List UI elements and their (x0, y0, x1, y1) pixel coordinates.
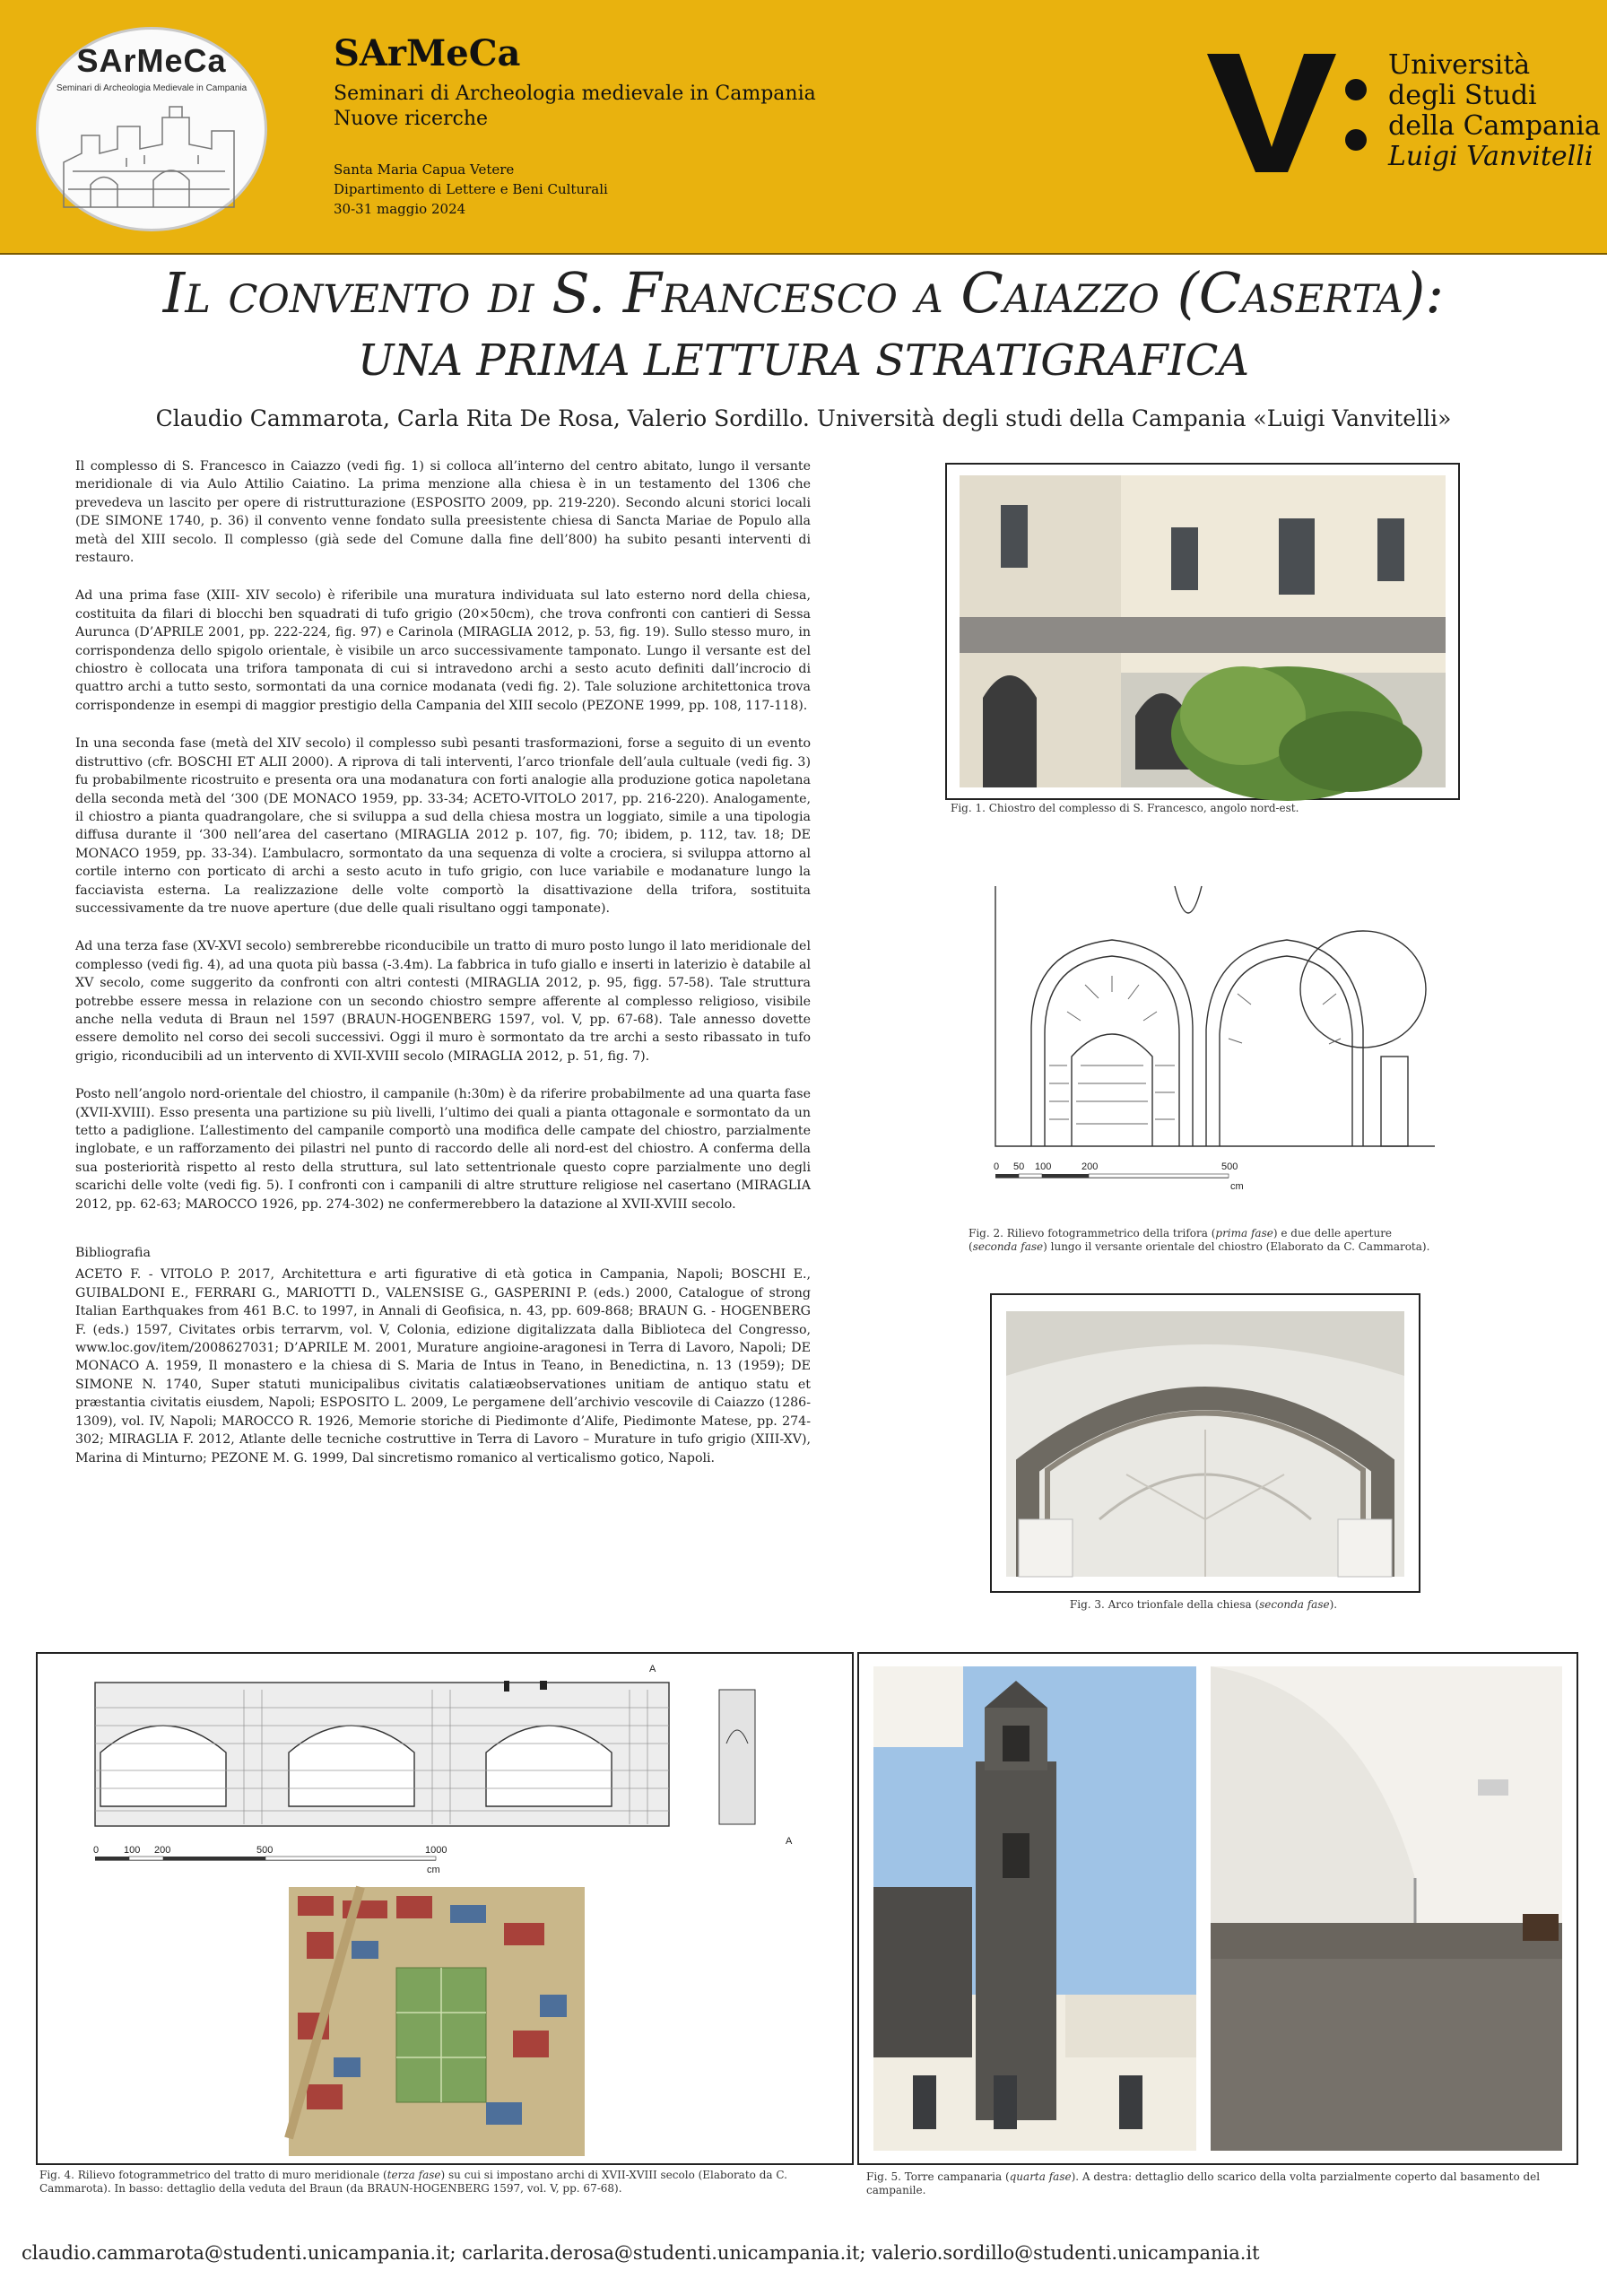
university-name-line4: Luigi Vanvitelli (1388, 141, 1594, 172)
paragraph-phase-1: Ad una prima fase (XIII- XIV secolo) è riferibile una muratura individuata sul lato esterno nord della chiesa, costituita da filari di blocchi ben squadrati di tufo grigio (20×50cm), che trova confronti con cantieri di Sessa Aurunca (D’APRILE 2001, pp. 222-224, fig. 97) e Carinola (MIRAGLIA 2012, p. 53, fig. 19). Sullo stesso muro, in corrispondenza dello spigolo orientale, è visibile un arco successivamente tamponato. Lungo il versante est del chiostro è collocata una trifora tamponata di cui si intravedono archi a sesto acuto definiti dall’incrocio di quattro archi a tutto sesto, sormontati da una cornice modanata (vedi fig. 2). Tale soluzione architettonica trova corrispondenze in esempi di maggior prestigio della Campania del XIII secolo (PEZONE 1999, pp. 108, 117-118). (75, 588, 811, 713)
fig2-scale-tick-100: 100 (1035, 1161, 1052, 1172)
fig5-caption-part: ). A destra: dettaglio dello scarico della volta parzialmente coperto dal basamento del campanile. (866, 2170, 1541, 2196)
authors-line: Claudio Cammarota, Carla Rita De Rosa, Valerio Sordillo. Università degli studi della Campania «Luigi Vanvitelli» (155, 405, 1452, 431)
logo-subtitle: Seminari di Archeologia Medievale in Campania (56, 83, 248, 93)
fig2-caption-part: ) e due delle aperture ( (969, 1227, 1393, 1253)
poster-subtitle: UNA PRIMA LETTURA STRATIGRAFICA (357, 335, 1250, 386)
fig4-wall-drawing-and-map (38, 1654, 852, 2163)
fig2-trifora-drawing (995, 886, 1435, 1200)
fig4-scale-unit: cm (427, 1865, 440, 1875)
university-name-line3: della Campania (1388, 110, 1601, 142)
venue-city: Santa Maria Capua Vetere (334, 161, 515, 178)
university-name-line2: degli Studi (1388, 80, 1537, 111)
sarmeca-logo (36, 27, 267, 231)
paragraph-intro: Il complesso di S. Francesco in Caiazzo (vedi fig. 1) si colloca all’interno del centro abitato, lungo il versante meridionale di via Aulo Attilio Caiatino. La prima menzione alla chiesa è in un testamento del 1306 che prevedeva un lascito per opere di ristrutturazione (ESPOSITO 2009, pp. 219-220). Secondo alcuni storici locali (DE SIMONE 1740, p. 36) il convento venne fondato sulla preesistente chiesa di Sancta Mariae de Populo alla metà del XIII secolo. Il complesso (già sede del Comune dalla fine dell’800) ha subito pesanti interventi di restauro. (75, 459, 811, 566)
fig2-scale-unit: cm (1230, 1181, 1244, 1192)
fig5-bell-tower-photos (859, 1654, 1577, 2163)
org-title: SArMeCa (334, 32, 521, 74)
author-emails[interactable]: claudio.cammarota@studenti.unicampania.it; carlarita.derosa@studenti.unicampania.it; valerio.sordillo@studenti.unicampania.it (22, 2242, 1260, 2264)
fig2-caption-phase: prima fase (1215, 1227, 1273, 1239)
fig4-scale-tick-500: 500 (256, 1845, 274, 1856)
logo-title: SArMeCa (76, 42, 227, 79)
fig2-scale-tick-0: 0 (994, 1161, 1000, 1172)
university-logo-mark (1207, 54, 1368, 172)
fig5-caption (866, 2170, 1575, 2197)
org-subtitle: Seminari di Archeologia medievale in Campania (334, 83, 816, 105)
poster-title: Il convento di S. Francesco a Caiazzo (Caserta): (162, 260, 1445, 326)
venue-department: Dipartimento di Lettere e Beni Culturali (334, 181, 608, 197)
fig3-caption (990, 1598, 1417, 1612)
paragraph-phase-4: Posto nell’angolo nord-orientale del chiostro, il campanile (h:30m) è da riferire probabilmente ad una quarta fase (XVII-XVIII). Esso presenta una partizione su più livelli, l’ultimo dei quali a pianta ottagonale e sormontato da un tetto a padiglione. L’allestimento del campanile comportò una modifica delle campate del chiostro, parzialmente inglobate, e un rafforzamento dei pilastri nel punto di raccordo delle ali nord-est del chiostro. A conferma della sua posteriorità rispetto al resto della struttura, sul lato settentrionale questo copre parzialmente uno degli scarichi delle volte (vedi fig. 5). I confronti con i campanili di altre strutture religiose nel casertano (MIRAGLIA 2012, pp. 62-63; MAROCCO 1926, pp. 274-302) ne confermerebbero la datazione al XVII-XVIII secolo. (75, 1087, 811, 1212)
fig2-caption-part: ) lungo il versante orientale del chiostro (Elaborato da C. Cammarota). (1043, 1240, 1430, 1253)
paragraph-phase-2: In una seconda fase (metà del XIV secolo) il complesso subì pesanti trasformazioni, forse a seguito di un evento distruttivo (cfr. BOSCHI ET ALII 2000). A riprova di tali interventi, l’arco trionfale dell’aula cultuale (vedi fig. 3) fu probabilmente ricostruito e presenta ora una modanatura con forti analogie alla produzione gotica napoletana della seconda metà del ‘300 (DE MONACO 1959, pp. 33-34; ACETO-VITOLO 2017, pp. 216-220). Analogamente, il chiostro a pianta quadrangolare, che si sviluppa a sud della chiesa mostra un loggiato, simile a una tipologia diffusa durante il ‘300 nell’area del casertano (MIRAGLIA 2012 p. 107, fig. 70; ibidem, p. 112, tav. 18; DE MONACO 1959, pp. 33-34). L’ambulacro, sormontato da una sequenza di volte a crociera, si sviluppa attorno al cortile interno con porticato di archi a sesto acuto in tufo grigio, con luce variabile e modanature lungo la facciavista esterna. La realizzazione delle volte comportò la disattivazione della trifora, sostituita successivamente da tre nuove aperture (due delle quali risultano oggi tamponate). (75, 736, 811, 916)
fig4-scale-tick-1000: 1000 (425, 1845, 447, 1856)
cloister-photo (947, 465, 1458, 798)
castle-sketch-icon (55, 100, 248, 216)
body-text-column (75, 457, 811, 1467)
fig4-caption-part: ) su cui si impostano archi di XVII-XVIII secolo (Elaborato da C. Cammarota). In basso: dettaglio della veduta del Braun (da BRAUN-HOGENBERG 1597, vol. V, pp. 67-68). (39, 2169, 787, 2195)
fig2-scale-tick-200: 200 (1081, 1161, 1099, 1172)
fig2-caption-phase: seconda fase (972, 1240, 1044, 1253)
fig3-caption-part: Fig. 3. Arco trionfale della chiesa ( (1069, 1598, 1260, 1611)
fig2-caption-part: Fig. 2. Rilievo fotogrammetrico della trifora ( (969, 1227, 1216, 1239)
paragraph-phase-3: Ad una terza fase (XV-XVI secolo) sembrerebbe riconducibile un tratto di muro posto lungo il lato meridionale del complesso (vedi fig. 4), ad una quota più bassa (-3.4m). La fabbrica in tufo giallo e inserti in laterizio è databile al XV secolo, come suggerito da confronti con altri contesti (MIRAGLIA 2012, p. 95, figg. 57-58). Tale struttura potrebbe essere messa in relazione con un secondo chiostro sempre afferente al complesso religioso, visibile anche nella veduta di Braun nel 1597 (BRAUN-HOGENBERG 1597, vol. V, pp. 67-68). Tale annesso dovette essere demolito nel corso dei secoli successivi. Oggi il muro è sormontato da tre archi a sesto ribassato in tufo grigio, riconducibili ad un intervento di XVII-XVIII secolo (MIRAGLIA 2012, p. 51, fig. 7). (75, 939, 811, 1064)
bibliography-heading: Bibliografia (75, 1246, 151, 1261)
university-name-line1: Università (1388, 49, 1531, 81)
fig1-photo-frame (945, 463, 1460, 800)
triumphal-arch-photo (992, 1295, 1419, 1591)
fig1-caption: Fig. 1. Chiostro del complesso di S. Francesco, angolo nord-est. (951, 802, 1299, 814)
fig2-scale-tick-500: 500 (1221, 1161, 1238, 1172)
fig3-photo-frame (990, 1293, 1420, 1593)
fig5-caption-part: Fig. 5. Torre campanaria ( (866, 2170, 1010, 2183)
fig4-scale-tick-200: 200 (154, 1845, 171, 1856)
fig5-caption-phase: quarta fase (1009, 2170, 1072, 2183)
fig3-caption-part: ). (1329, 1598, 1338, 1611)
fig4-scale-tick-0: 0 (93, 1845, 100, 1856)
venue-dates: 30-31 maggio 2024 (334, 201, 466, 217)
fig4-scale-tick-100: 100 (124, 1845, 141, 1856)
fig4-section-mark: A (649, 1664, 656, 1674)
org-tagline: Nuove ricerche (334, 108, 489, 130)
bibliography-text: ACETO F. - VITOLO P. 2017, Architettura e arti figurative di età gotica in Campania, Napoli; BOSCHI E., GUIBALDONI E., FERRARI G., MARIOTTI D., VALENSISE G., GASPERINI P. (eds.) 2000, Catalogue of strong Italian Earthquakes from 461 B.C. to 1997, in Annali di Geofisica, n. 43, pp. 609-868; BRAUN G. - HOGENBERG F. (eds.) 1597, Civitates orbis terrarvm, vol. V, Colonia, edizione digitalizzata dalla Biblioteca del Congresso, www.loc.gov/item/2008627031; D’APRILE M. 2001, Murature angioine-aragonesi in Terra di Lavoro, Napoli; DE MONACO A. 1959, Il monastero e la chiesa di S. Maria de Intus in Teano, in Benedictina, n. 13 (1959); DE SIMONE N. 1740, Super statuti municipalibus civitatis calatiæobservationes unitiam de antiquo statu et præstantia civitatis eiusdem, Napoli; ESPOSITO L. 2009, Le pergamene dell’archivio vescovile di Caiazzo (1286-1309), vol. IV, Napoli; MAROCCO R. 1926, Memorie storiche di Piedimonte d’Alife, Piedimonte Matese, pp. 274-302; MIRAGLIA F. 2012, Atlante delle tecniche costruttive in Terra di Lavoro – Murature in tufo grigio (XIII-XV), Marina di Minturno; PEZONE M. G. 1999, Dal sincretismo romanico al verticalismo gotico, Napoli. (75, 1267, 811, 1465)
fig2-caption (969, 1227, 1444, 1254)
fig4-caption-phase: terza fase (387, 2169, 441, 2181)
fig2-scale-tick-50: 50 (1013, 1161, 1025, 1172)
fig4-section-mark: A (786, 1836, 793, 1847)
fig3-caption-phase: seconda fase (1259, 1598, 1330, 1611)
fig4-frame (36, 1652, 854, 2165)
header-banner (0, 0, 1607, 255)
fig4-caption (39, 2169, 811, 2196)
fig5-frame (857, 1652, 1578, 2165)
fig4-caption-part: Fig. 4. Rilievo fotogrammetrico del tratto di muro meridionale ( (39, 2169, 387, 2181)
